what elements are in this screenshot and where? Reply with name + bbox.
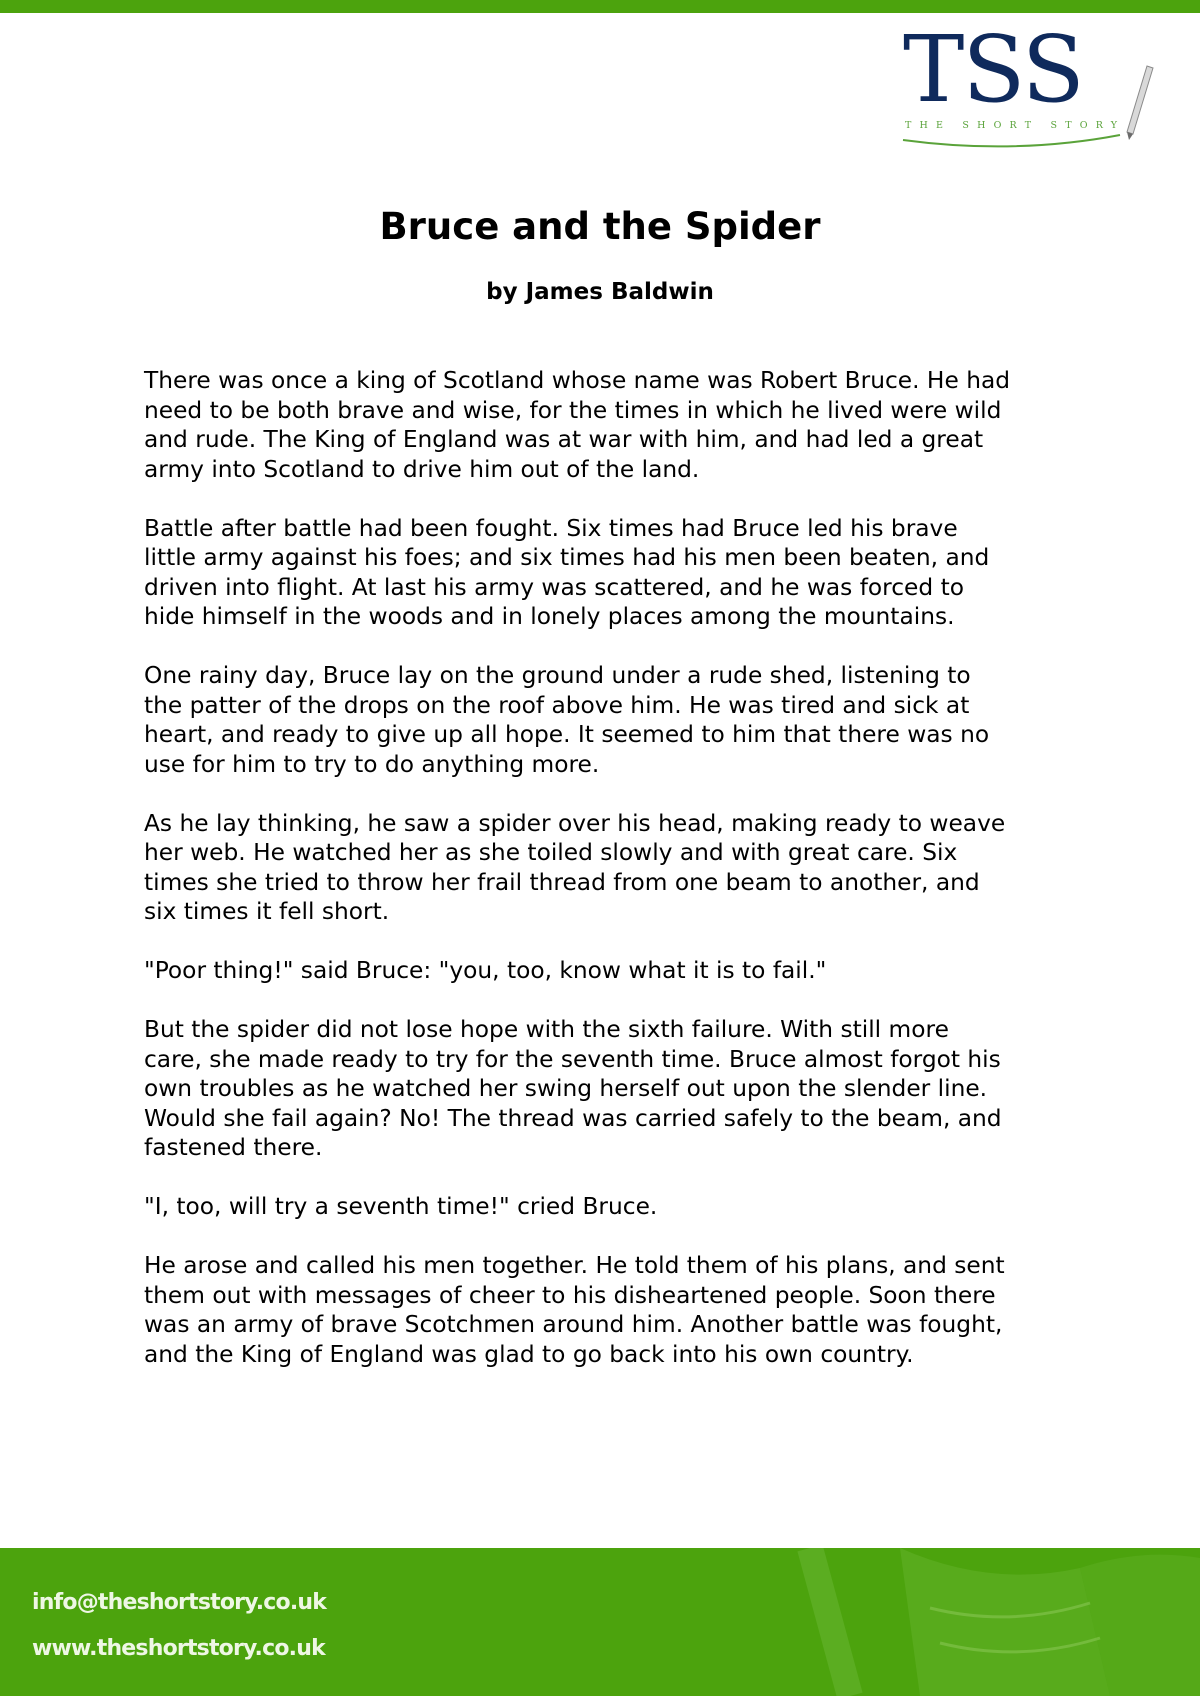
story-paragraph: But the spider did not lose hope with the sixth failure. With still more care, she made ready to try for the seventh time. Bruce almost forgot his own troubles as he watched her swing herself out upon the slender line. Would she fail again? No! The thread was carried safely to the beam, and fastened there. (144, 1016, 1002, 1161)
story-paragraph: "I, too, will try a seventh time!" cried Bruce. (144, 1193, 658, 1220)
tss-logo (895, 16, 1165, 155)
story-paragraph: Battle after battle had been fought. Six times had Bruce led his brave little army against his foes; and six times had his men been beaten, and driven into flight. At last his army was scattered, and he was forced to hide himself in the woods and in lonely places among the mountains. (144, 514, 990, 630)
footer-email-link[interactable]: info@theshortstory.co.uk (32, 1590, 327, 1615)
story-paragraph: As he lay thinking, he saw a spider over his head, making ready to weave her web. He watched her as she toiled slowly and with great care. Six times she tried to throw her frail thread from one beam to another, and six times it fell short. (144, 809, 1006, 925)
story-body (144, 366, 1064, 1399)
top-accent-bar (0, 0, 1200, 13)
footer (0, 1548, 1200, 1696)
logo-pen-swoosh (895, 30, 1165, 155)
story-paragraph: There was once a king of Scotland whose name was Robert Bruce. He had need to be both brave and wise, for the times in which he lived were wild and rude. The King of England was at war with him, and had led a great army into Scotland to drive him out of the land. (144, 367, 1011, 483)
logo-letters: TSS (903, 16, 1083, 123)
footer-website-link[interactable]: www.theshortstory.co.uk (32, 1636, 325, 1661)
footer-book-watermark (780, 1548, 1200, 1696)
story-paragraph: "Poor thing!" said Bruce: "you, too, know what it is to fail." (144, 957, 827, 984)
story-author: by James Baldwin (486, 279, 714, 305)
story-title: Bruce and the Spider (379, 205, 821, 248)
story-paragraph: One rainy day, Bruce lay on the ground under a rude shed, listening to the patter of the drops on the roof above him. He was tired and sick at heart, and ready to give up all hope. It seemed to him that there was no use for him to try to do anything more. (144, 662, 990, 778)
story-paragraph: He arose and called his men together. He told them of his plans, and sent them out with messages of cheer to his disheartened people. Soon there was an army of brave Scotchmen around him. Another battle was fought, and the King of England was glad to go back into his own country. (144, 1252, 1005, 1368)
logo-tagline: THE SHORT STORY (905, 120, 1126, 131)
